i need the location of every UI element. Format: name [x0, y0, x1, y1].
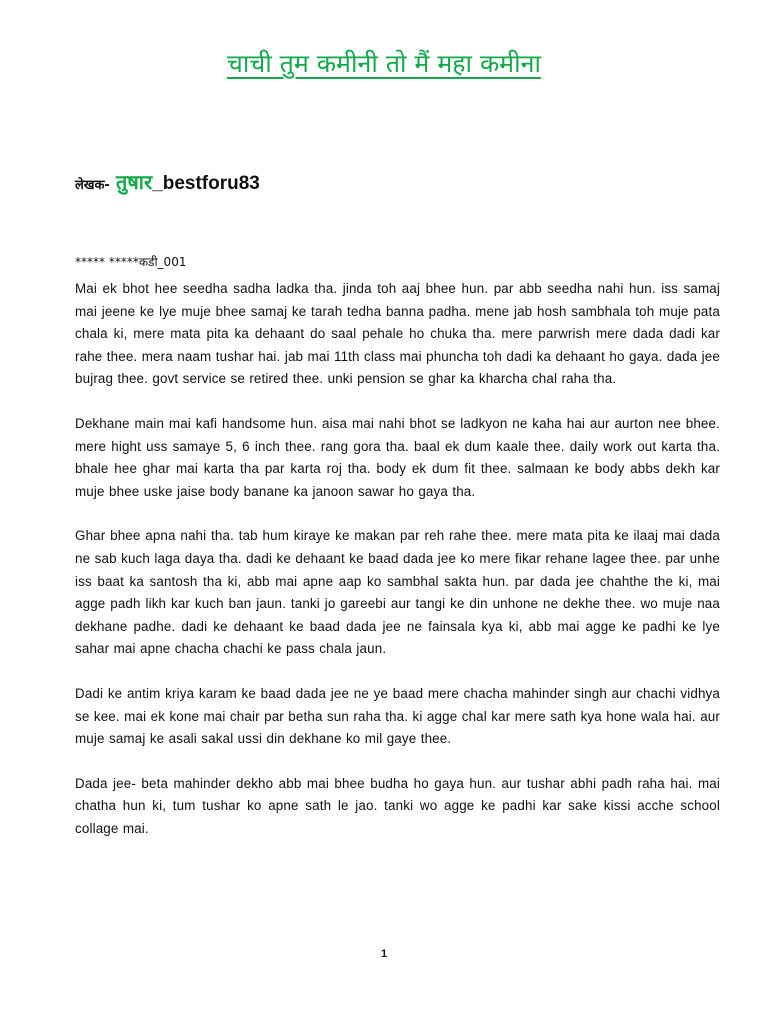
author-line: [75, 168, 260, 195]
author-label: लेखक-: [75, 178, 110, 193]
document-title: चाची तुम कमीनी तो मैं महा कमीना: [227, 49, 541, 78]
paragraph: Dada jee- beta mahinder dekho abb mai bhee budha ho gaya hun. aur tushar abhi padh raha hai. mai chatha hun ki, tum tushar ko apne sath le jao. tanki wo agge ke padhi kar sake kissi acche school collage mai.: [75, 775, 720, 836]
page-number: 1: [380, 948, 388, 960]
paragraph: Dadi ke antim kriya karam ke baad dada jee ne ye baad mere chacha mahinder singh aur chachi vidhya se kee. mai ek kone mai chair par betha sun raha tha. ki agge chal kar mere sath kya hone wala hai. aur muje samaj ke asali sakal ussi din dekhane ko mil gaye thee.: [75, 685, 720, 747]
author-name-handle: _bestforu83: [152, 173, 260, 194]
paragraph: Dekhane main mai kafi handsome hun. aisa mai nahi bhot se ladkyon ne kaha hai aur aurton nee bhee. mere hight uss samaye 5, 6 inch thee. rang gora tha. baal ek dum kaale thee. daily work out karta tha. bhale hee ghar mai karta tha par karta roj tha. body ek dum fit thee. salmaan ke body abbs dekh kar muje bhee uske jaise body banane ka janoon sawar ho gaya tha.: [75, 415, 720, 499]
story-body: [75, 278, 720, 862]
paragraph: Ghar bhee apna nahi tha. tab hum kiraye ke makan par reh rahe thee. mere mata pita ke ilaaj mai dada ne sab kuch laga daya tha. dadi ke dehaant ke baad dada jee ko mere fikar rehane lagee thee. par unhe iss baat ka santosh tha ki, abb mai apne aap ko sambhal sakta hun. par dada jee chahthe the ki, mai agge padh likh kar kuch ban jaun. tanki jo gareebi aur tangi ke din unhone ne dekhe thee. wo muje naa dekhane padhe. dadi ke dehaant ke baad dada jee ne fainsala kya ki, abb mai agge ke padhi ke lye sahar mai apne chacha chachi ke pass chala jaun.: [75, 528, 720, 657]
paragraph: Mai ek bhot hee seedha sadha ladka tha. jinda toh aaj bhee hun. par abb seedha nahi hun. iss samaj mai jeene ke lye muje bhee samaj ke tarah tedha banna padha. mene jab hosh sambhala toh muje pata chala ki, mere mata pita ka dehaant do saal pehale ho chuka tha. mere parwrish mere dada dadi kar rahe thee. mera naam tushar hai. jab mai 11th class mai phuncha toh dadi ka dehaant ho gaya. dada jee bujrag thee. govt service se retired thee. unki pension se ghar ka kharcha chal raha tha.: [75, 281, 720, 387]
author-name-hindi: तुषार: [115, 170, 153, 194]
chapter-heading: ***** *****कडी_001: [75, 255, 187, 269]
